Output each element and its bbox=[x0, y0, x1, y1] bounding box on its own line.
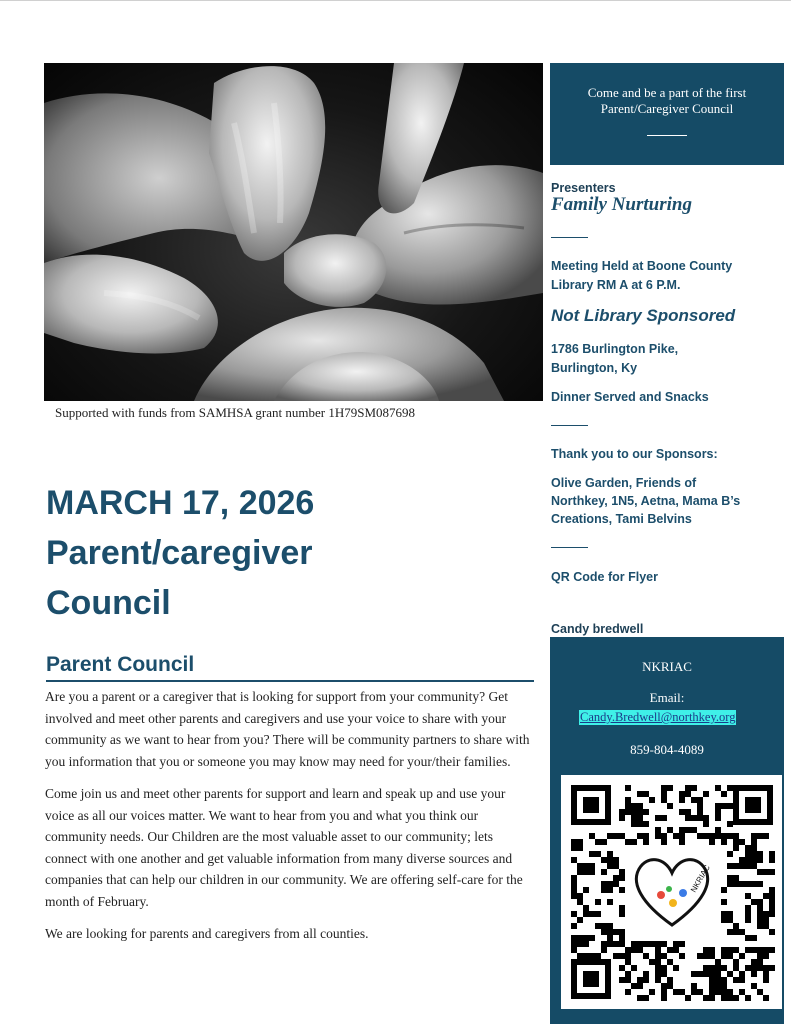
header-divider bbox=[647, 135, 687, 136]
qr-code[interactable] bbox=[561, 775, 782, 1009]
presenters-label: Presenters bbox=[551, 181, 616, 195]
paragraph-3: We are looking for parents and caregivers from all counties. bbox=[45, 926, 369, 941]
contact-name: Candy bredwell bbox=[551, 622, 644, 636]
meeting-line2: Library RM A at 6 P.M. bbox=[551, 278, 681, 292]
paragraph-2: Come join us and meet other parents for support and learn and speak up and use your voice as all our voices matter. We want to hear from you and what you think our community needs. Our Children are the most valuable asset to our community; lets connect with one another and get valuable information from many diverse sources and companies that can help our children in our community. We are offering self-care for the month of February. bbox=[45, 786, 523, 909]
sponsors-line3: Creations, Tami Belvins bbox=[551, 512, 692, 526]
paragraph-1: Are you a parent or a caregiver that is looking for support from your community? Get involved and meet other parents and caregivers and use your voice to share with your community as we want to hear from you? There will be community partners to share with you information that you or someone you may know may need for your/their families. bbox=[45, 689, 530, 769]
email-link[interactable]: Candy.Bredwell@northkey.org bbox=[580, 710, 736, 724]
org-name: NKRIAC bbox=[642, 659, 692, 674]
phone-number: 859-804-4089 bbox=[630, 742, 704, 757]
header-line1: Come and be a part of the first bbox=[587, 85, 747, 100]
qr-label: QR Code for Flyer bbox=[551, 570, 658, 584]
dinner-note: Dinner Served and Snacks bbox=[551, 390, 709, 404]
meeting-line1: Meeting Held at Boone County bbox=[551, 259, 733, 273]
divider bbox=[551, 547, 588, 548]
top-border bbox=[0, 0, 791, 1]
title-line3: Council bbox=[46, 584, 171, 622]
sponsors-line1: Olive Garden, Friends of bbox=[551, 476, 697, 490]
page-title bbox=[46, 478, 526, 628]
address-line1: 1786 Burlington Pike, bbox=[551, 342, 679, 356]
grant-caption: Supported with funds from SAMHSA grant number 1H79SM087698 bbox=[55, 405, 416, 420]
not-sponsored: Not Library Sponsored bbox=[551, 306, 736, 325]
sidebar-header bbox=[550, 63, 784, 165]
divider bbox=[551, 237, 588, 238]
qr-logo-text: NKRIAC bbox=[688, 863, 712, 894]
header-line2: Parent/Caregiver Council bbox=[600, 101, 734, 116]
title-date: MARCH 17, 2026 bbox=[46, 484, 315, 522]
sponsors-heading: Thank you to our Sponsors: bbox=[551, 447, 718, 461]
hands-photo bbox=[44, 63, 543, 401]
body-text bbox=[45, 686, 537, 956]
presenter-name: Family Nurturing bbox=[551, 194, 692, 215]
sponsors-line2: Northkey, 1N5, Aetna, Mama B’s bbox=[551, 494, 741, 508]
address-line2: Burlington, Ky bbox=[551, 361, 638, 375]
section-heading: Parent Council bbox=[46, 653, 534, 682]
email-label: Email: bbox=[649, 690, 685, 705]
divider bbox=[551, 425, 588, 426]
title-line2: Parent/caregiver bbox=[46, 534, 313, 572]
